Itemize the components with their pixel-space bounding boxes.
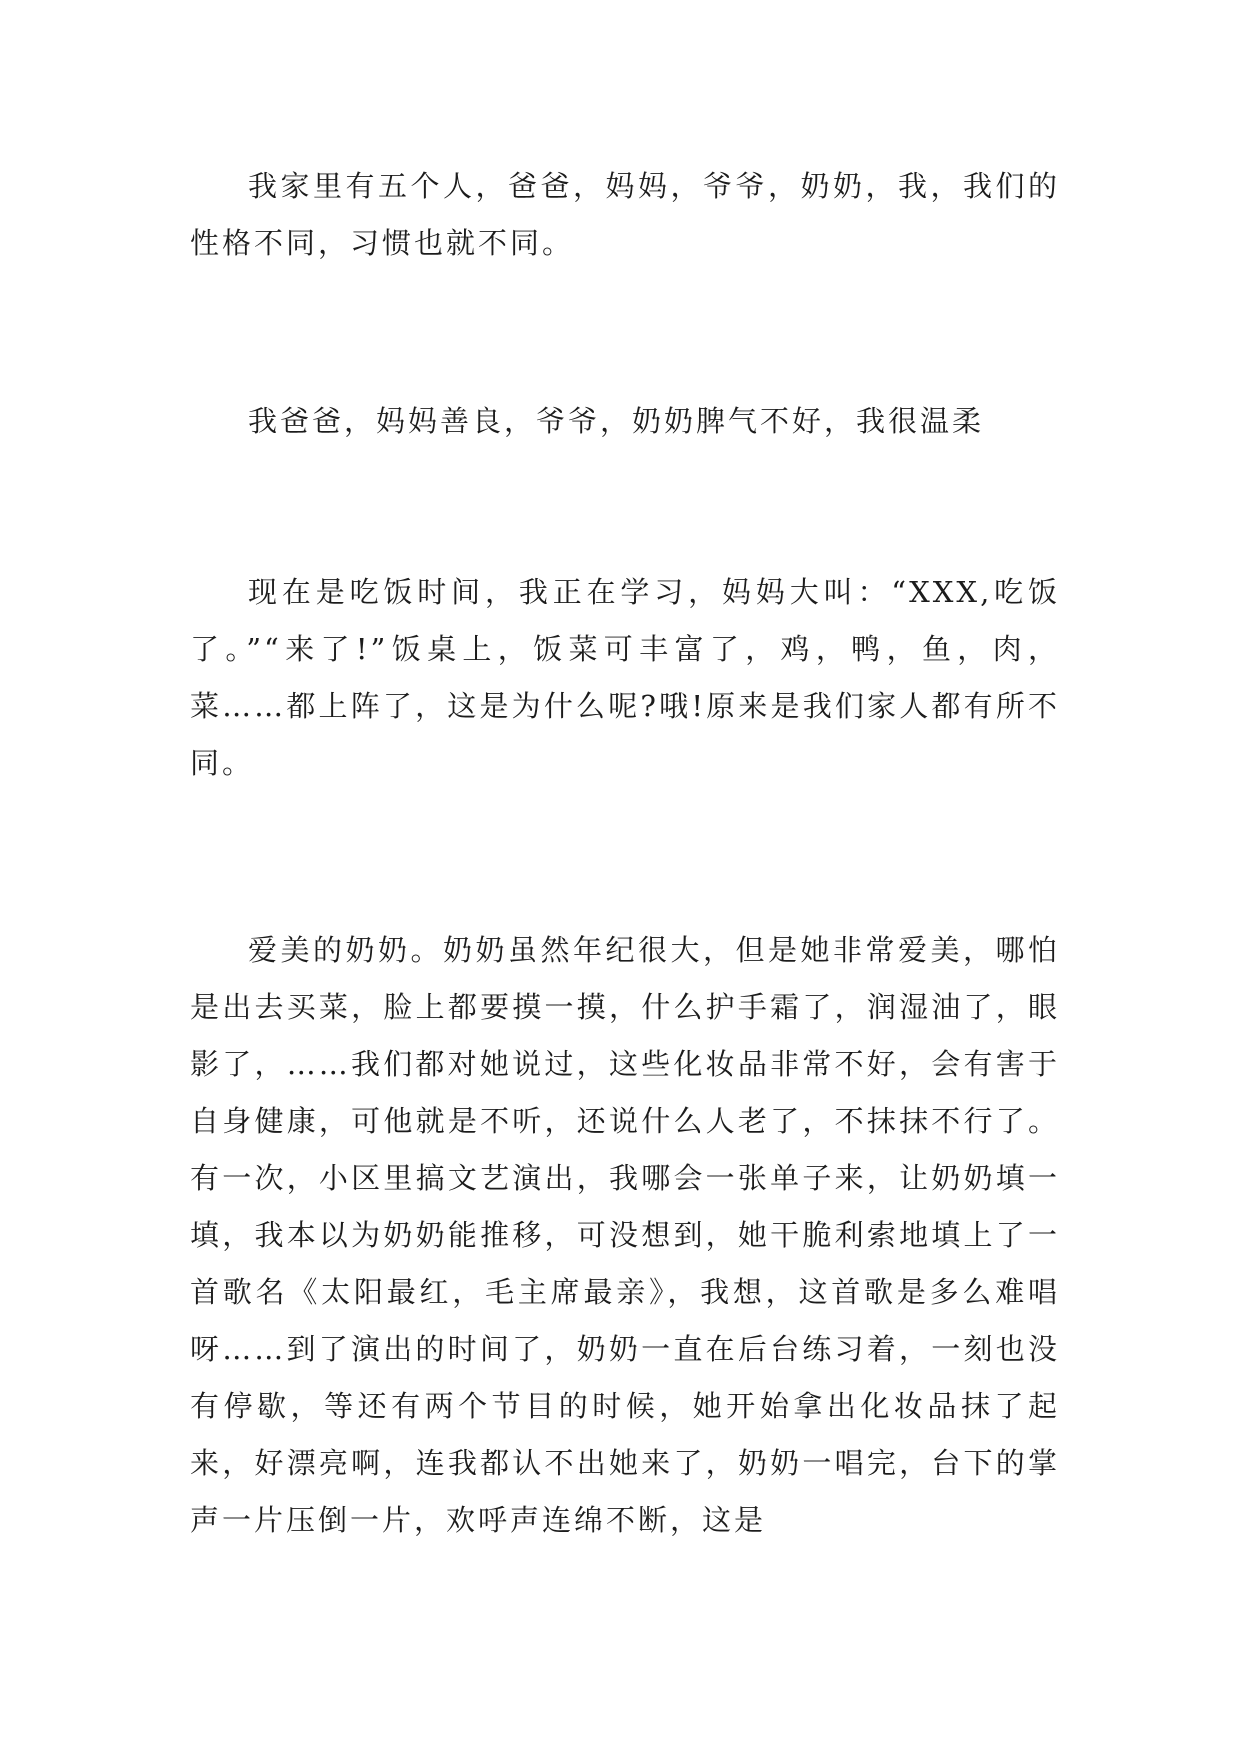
paragraph-dinner-time: 现在是吃饭时间，我正在学习，妈妈大叫：“XXX,吃饭了。”“来了!”饭桌上，饭菜可丰富了，鸡，鸭，鱼，肉，菜……都上阵了，这是为什么呢?哦!原来是我们家人都有所不同。 xyxy=(190,575,1060,780)
paragraph-family-intro: 我家里有五个人，爸爸，妈妈，爷爷，奶奶，我，我们的性格不同，习惯也就不同。 xyxy=(190,169,1060,260)
paragraph-personalities: 我爸爸，妈妈善良，爷爷，奶奶脾气不好，我很温柔 xyxy=(248,404,985,438)
paragraph-grandma-beauty: 爱美的奶奶。奶奶虽然年纪很大，但是她非常爱美，哪怕是出去买菜，脸上都要摸一摸，什么护手霜了，润湿油了，眼影了，……我们都对她说过，这些化妆品非常不好，会有害于自身健康，可他就是不听，还说什么人老了，不抹抹不行了。有一次，小区里搞文艺演出，我哪会一张单子来，让奶奶填一填，我本以为奶奶能推移，可没想到，她干脆利索地填上了一首歌名《太阳最红，毛主席最亲》，我想，这首歌是多么难唱呀……到了演出的时间了，奶奶一直在后台练习着，一刻也没有停歇，等还有两个节目的时候，她开始拿出化妆品抹了起来，好漂亮啊，连我都认不出她来了，奶奶一唱完，台下的掌声一片压倒一片，欢呼声连绵不断，这是 xyxy=(190,933,1060,1537)
